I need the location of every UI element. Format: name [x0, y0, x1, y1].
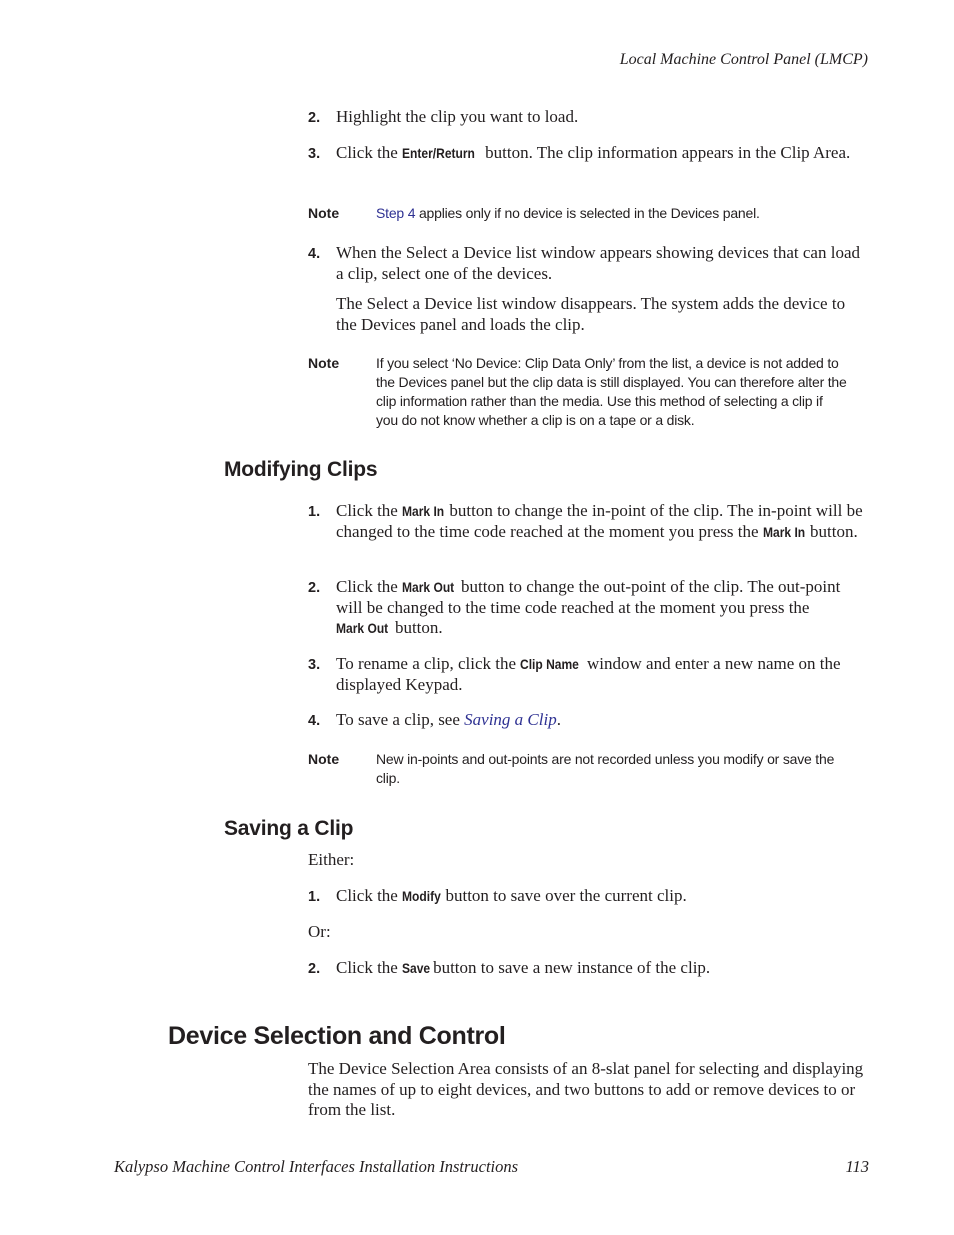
saving-a-clip-link[interactable]: Saving a Clip [464, 710, 557, 729]
mod-step-2 [308, 577, 868, 639]
text: button to save a new instance of the clip. [428, 958, 711, 977]
step-4-select-device [308, 243, 868, 335]
step-text [336, 243, 868, 335]
step-number: 4. [308, 246, 321, 262]
ui-label-mark-in: Mark In [402, 503, 445, 519]
step-paragraph: The Select a Device list window disappears. The system adds the device to the Devices panel and loads the clip. [336, 294, 846, 334]
text: button to change the in-point of the clip. The in-point will be changed to the time code reached at the moment you press the [336, 501, 863, 541]
ui-label-mark-out: Mark Out [336, 620, 389, 636]
step-text [336, 501, 868, 542]
text: Click the [336, 143, 403, 162]
heading-modifying-clips: Modifying Clips [224, 458, 378, 481]
or-text: Or: [308, 922, 331, 941]
step-number: 2. [308, 961, 321, 977]
step-number: 2. [308, 110, 321, 126]
note-step4 [308, 204, 848, 223]
text: Click the [336, 501, 403, 520]
note-in-out-points [308, 750, 848, 788]
step-number: 1. [308, 889, 321, 905]
text: To rename a clip, click the [336, 654, 521, 673]
text: button to save over the current clip. [441, 886, 687, 905]
note-body [376, 204, 848, 223]
text: Click the [336, 577, 403, 596]
text: Click the [336, 958, 403, 977]
ui-label-save: Save [402, 960, 431, 976]
text: window and enter a new name on the displayed Keypad. [336, 654, 841, 694]
mod-step-4 [308, 710, 868, 731]
text: button to change the out-point of the clip. The out-point will be changed to the time code reached at the moment you press the [336, 577, 841, 617]
footer-title: Kalypso Machine Control Interfaces Installation Instructions [114, 1157, 519, 1176]
step-text [336, 886, 868, 907]
device-paragraph: The Device Selection Area consists of an 8-slat panel for selecting and displaying the names of up to eight devices, and two buttons to add or remove devices to or from the list. [308, 1059, 864, 1119]
step-number: 2. [308, 580, 321, 596]
text: button. [390, 618, 443, 637]
note-no-device [308, 354, 848, 430]
note-label: Note [308, 355, 340, 371]
ui-label-mark-out: Mark Out [402, 579, 455, 595]
step-number: 3. [308, 146, 321, 162]
step-text: Highlight the clip you want to load. [336, 107, 579, 126]
note-body: If you select ‘No Device: Clip Data Only’ from the list, a device is not added to the Devices panel but the clip data is still displayed. You can therefore alter the clip information rather than the media. Use this method of selecting a clip if you do not know whether a clip is on a tape or a disk. [376, 355, 847, 428]
step-text [336, 143, 868, 164]
step-number: 3. [308, 657, 321, 673]
running-header: Local Machine Control Panel (LMCP) [619, 51, 868, 68]
ui-label-enter-return: Enter/Return [402, 145, 476, 161]
text: Click the [336, 886, 403, 905]
step-number: 1. [308, 504, 321, 520]
note-text: applies only if no device is selected in the Devices panel. [415, 205, 760, 221]
heading-device-selection: Device Selection and Control [168, 1022, 506, 1050]
text: . [556, 710, 561, 729]
ui-label-mark-in: Mark In [762, 523, 805, 540]
text: To save a clip, see [336, 710, 465, 729]
ui-label-clip-name: Clip Name [520, 656, 580, 672]
save-step-1 [308, 886, 868, 907]
step-3-enter [308, 143, 868, 164]
save-step-2 [308, 958, 868, 979]
step-paragraph: When the Select a Device list window appears showing devices that can load a clip, select one of the devices. [336, 243, 860, 283]
step-2-highlight [308, 107, 868, 128]
step-text [336, 577, 868, 639]
note-label: Note [308, 205, 340, 221]
step-text [336, 710, 868, 731]
step-text [336, 958, 868, 979]
note-body: New in-points and out-points are not recorded unless you modify or save the clip. [376, 751, 835, 786]
note-label: Note [308, 751, 340, 767]
ui-label-modify: Modify [402, 888, 441, 904]
mod-step-1 [308, 501, 868, 542]
step-text [336, 654, 868, 695]
page-number: 113 [845, 1157, 869, 1176]
step-4-link[interactable]: Step 4 [376, 205, 416, 221]
heading-saving-a-clip: Saving a Clip [224, 817, 354, 840]
mod-step-3 [308, 654, 868, 695]
text: button. The clip information appears in the Clip Area. [480, 143, 851, 162]
step-number: 4. [308, 713, 321, 729]
either-text: Either: [308, 850, 355, 869]
text: button. [805, 521, 858, 541]
